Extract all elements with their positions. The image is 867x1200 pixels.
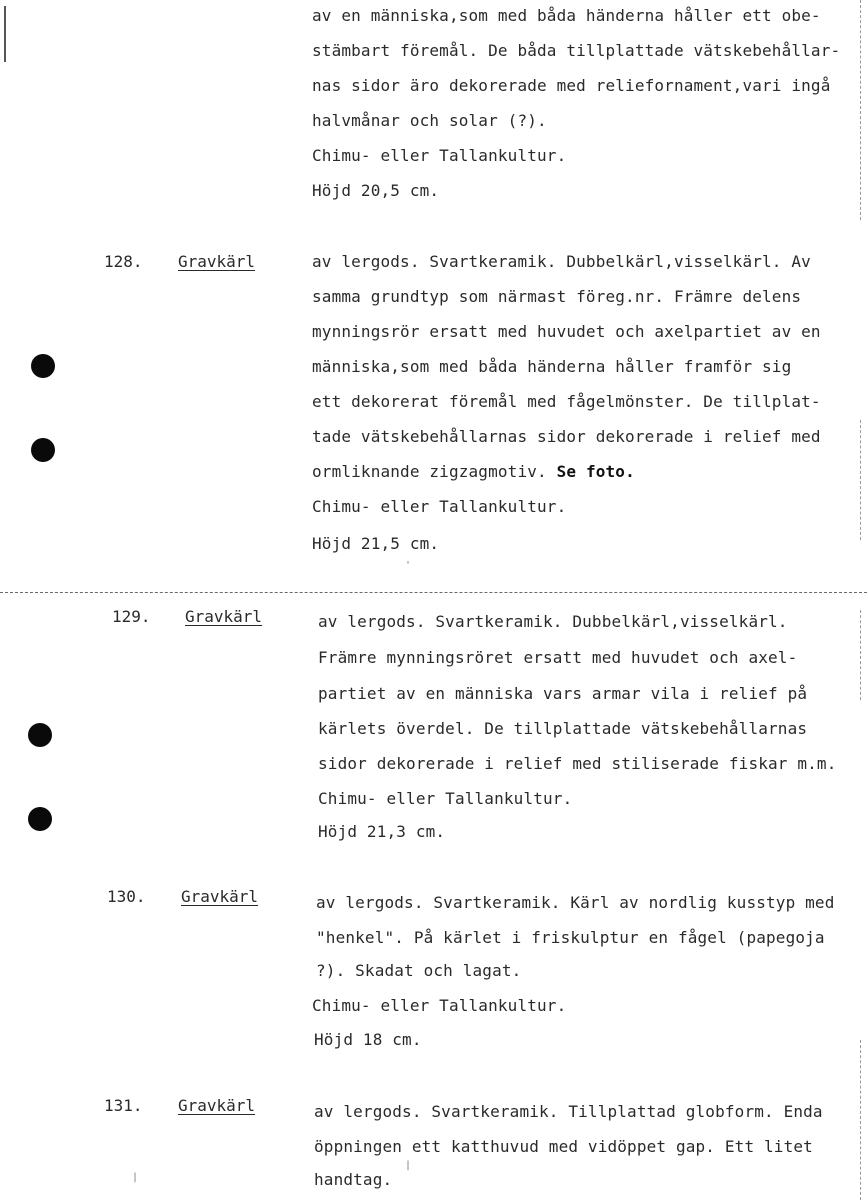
entry-number: 129.: [112, 607, 151, 626]
text-line: Främre mynningsröret ersatt med huvudet och axel-: [318, 648, 798, 667]
entry-title: Gravkärl: [178, 1096, 256, 1115]
text-line: stämbart föremål. De båda tillplattade vätskebehållar-: [312, 41, 841, 60]
text-line: sidor dekorerade i relief med stiliserade fiskar m.m.: [318, 754, 837, 773]
text-line: mynningsrör ersatt med huvudet och axelpartiet av en: [312, 322, 821, 341]
text-line: öppningen ett katthuvud med vidöppet gap. Ett litet: [314, 1137, 813, 1156]
text-line: "henkel". På kärlet i friskulptur en fågel (papegoja: [316, 928, 825, 947]
text-line: nas sidor äro dekorerade med reliefornament,vari ingå: [312, 76, 831, 95]
culture-line: Chimu- eller Tallankultur.: [312, 996, 567, 1015]
text-line: ett dekorerat föremål med fågelmönster. De tillplat-: [312, 392, 821, 411]
text-line: av lergods. Svartkeramik. Dubbelkärl,visselkärl. Av: [312, 252, 811, 271]
entry-number: 128.: [104, 252, 143, 271]
text-line: människa,som med båda händerna håller framför sig: [312, 357, 792, 376]
left-edge-mark: [4, 6, 6, 62]
right-edge-line: [860, 0, 861, 220]
entry-title: Gravkärl: [178, 252, 256, 271]
text-line: av lergods. Svartkeramik. Dubbelkärl,visselkärl.: [318, 612, 788, 631]
punch-hole: [31, 354, 55, 378]
text-line: av lergods. Svartkeramik. Kärl av nordlig kusstyp med: [316, 893, 835, 912]
text-line: handtag.: [314, 1170, 393, 1189]
photo-note: Se foto.: [556, 462, 635, 481]
text-line: av lergods. Svartkeramik. Tillplattad globform. Enda: [314, 1102, 823, 1121]
entry-title: Gravkärl: [181, 887, 259, 906]
text-line-part: ormliknande zigzagmotiv.: [312, 462, 547, 481]
text-line: samma grundtyp som närmast föreg.nr. Främre delens: [312, 287, 802, 306]
culture-line: Chimu- eller Tallankultur.: [312, 497, 567, 516]
punch-hole: [31, 438, 55, 462]
height-line: Höjd 18 cm.: [314, 1030, 422, 1049]
height-line: Höjd 21,3 cm.: [318, 822, 446, 841]
right-edge-line: [860, 610, 861, 700]
text-line: halvmånar och solar (?).: [312, 111, 547, 130]
entry-number: 131.: [104, 1096, 143, 1115]
stray-mark: ': [405, 560, 412, 571]
text-line: partiet av en människa vars armar vila i relief på: [318, 684, 808, 703]
punch-hole: [28, 723, 52, 747]
text-line: Höjd 20,5 cm.: [312, 181, 440, 200]
entry-title: Gravkärl: [185, 607, 263, 626]
text-line: tade vätskebehållarnas sidor dekorerade i relief med: [312, 427, 821, 446]
stray-mark: |: [405, 1160, 412, 1171]
culture-line: Chimu- eller Tallankultur.: [318, 789, 573, 808]
punch-hole: [28, 807, 52, 831]
right-edge-line: [860, 1040, 861, 1200]
text-line: av en människa,som med båda händerna håller ett obe-: [312, 6, 821, 25]
text-line: [312, 462, 635, 481]
entry-number: 130.: [107, 887, 146, 906]
text-line: Chimu- eller Tallankultur.: [312, 146, 567, 165]
text-line: ?). Skadat och lagat.: [316, 961, 522, 980]
right-edge-line: [860, 420, 861, 540]
height-line: Höjd 21,5 cm.: [312, 534, 440, 553]
text-line: kärlets överdel. De tillplattade vätskebehållarnas: [318, 719, 808, 738]
page-divider: [0, 592, 867, 593]
stray-mark: |: [132, 1172, 139, 1183]
